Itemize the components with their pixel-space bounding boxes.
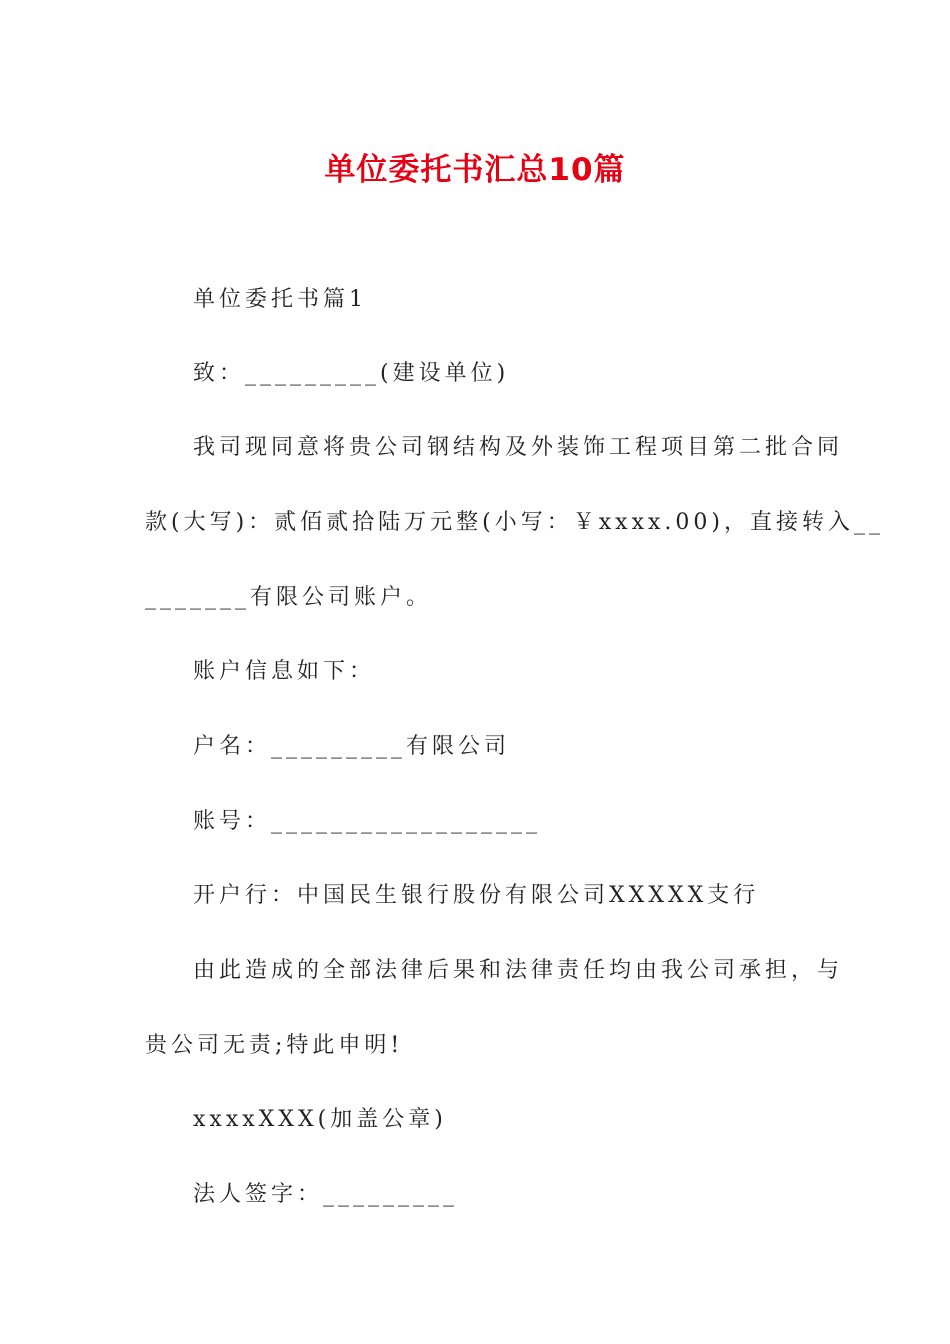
paragraph-line: _______有限公司账户。 xyxy=(145,585,433,610)
account-name-line: 户名：_________有限公司 xyxy=(193,734,511,759)
signature-line: 法人签字：_________ xyxy=(193,1182,459,1207)
bank-line: 开户行：中国民生银行股份有限公司XXXXX支行 xyxy=(193,883,760,908)
paragraph-line: 由此造成的全部法律后果和法律责任均由我公司承担，与 xyxy=(193,958,844,983)
account-number-line: 账号：__________________ xyxy=(193,809,542,834)
section-heading: 单位委托书篇1 xyxy=(193,287,367,312)
addressee-line: 致：_________(建设单位) xyxy=(193,361,510,386)
paragraph-line: 我司现同意将贵公司钢结构及外装饰工程项目第二批合同 xyxy=(193,435,844,460)
paragraph-line: 贵公司无责;特此申明! xyxy=(145,1033,404,1058)
paragraph-line: 款(大写)：贰佰贰拾陆万元整(小写：￥xxxx.00)，直接转入__ xyxy=(145,510,884,535)
seal-line: xxxxXXX(加盖公章) xyxy=(193,1107,447,1132)
document-title: 单位委托书汇总10篇 xyxy=(324,152,626,188)
account-info-heading: 账户信息如下： xyxy=(193,659,376,684)
